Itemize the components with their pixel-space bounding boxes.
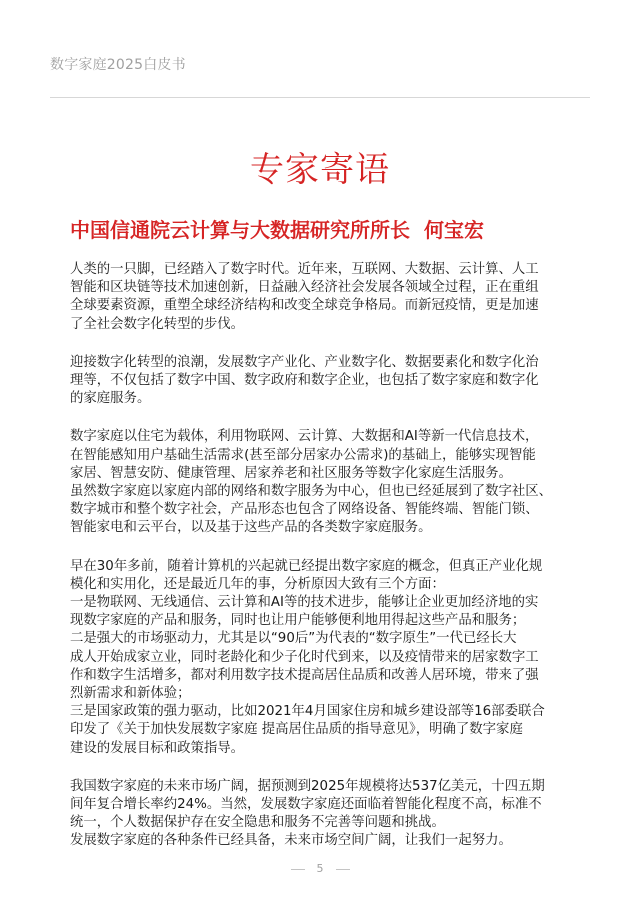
paragraph-line: 统一，个人数据保护存在安全隐患和服务不完善等问题和挑战。 xyxy=(70,815,445,831)
paragraph xyxy=(70,428,576,537)
paragraph-line: 作和数字生活增多，都对利用数字技术提高居住品质和改善人居环境，带来了强 xyxy=(70,667,539,683)
paragraph xyxy=(70,558,576,758)
paragraph-line: 现数字家庭的产品和服务，同时也让用户能够便利地用得起这些产品和服务； xyxy=(70,613,526,629)
paragraph-line: 数字城市和整个数字社会，产品形态也包含了网络设备、智能终端、智能门锁、 xyxy=(70,502,539,518)
paragraph-line: 理等，不仅包括了数字中国、数字政府和数字企业，也包括了数字家庭和数字化 xyxy=(70,373,539,389)
body-text xyxy=(70,261,576,871)
paragraph-line: 数字家庭以住宅为载体，利用物联网、云计算、大数据和AI等新一代信息技术， xyxy=(70,429,539,445)
paragraph-line: 烈新需求和新体验； xyxy=(70,686,191,702)
author-affiliation: 中国信通院云计算与大数据研究所所长 xyxy=(70,218,410,242)
paragraph-line: 家居、智慧安防、健康管理、居家养老和社区服务等数字化家庭生活服务。 xyxy=(70,465,512,481)
author-line xyxy=(70,214,484,243)
paragraph xyxy=(70,778,576,851)
paragraph-line: 的家庭服务。 xyxy=(70,391,151,407)
paragraph-line: 虽然数字家庭以家庭内部的网络和数字服务为中心，但也已经延展到了数字社区、 xyxy=(70,484,553,500)
paragraph-line: 建设的发展目标和政策指导。 xyxy=(70,740,245,756)
page-number: 5 xyxy=(316,862,324,875)
paragraph-line: 早在30年多前，随着计算机的兴起就已经提出数字家庭的概念，但真正产业化规 xyxy=(70,558,543,574)
paragraph xyxy=(70,261,576,334)
paragraph-line: 一是物联网、无线通信、云计算和AI等的技术进步，能够让企业更加经济地的实 xyxy=(70,595,539,611)
paragraph-line: 智能和区块链等技术加速创新，日益融入经济社会发展各领域全过程，正在重组 xyxy=(70,280,539,296)
paragraph-line: 人类的一只脚，已经踏入了数字时代。近年来，互联网、大数据、云计算、人工 xyxy=(70,262,539,277)
paragraph-line: 全球要素资源，重塑全球经济结构和改变全球竞争格局。而新冠疫情，更是加速 xyxy=(70,298,539,314)
paragraph-line: 间年复合增长率约24%。当然，发展数字家庭还面临着智能化程度不高，标准不 xyxy=(70,797,542,813)
footer-dash-left xyxy=(291,869,305,870)
paragraph-line: 模化和实用化，还是最近几年的事，分析原因大致有三个方面： xyxy=(70,576,445,592)
footer-dash-right xyxy=(336,869,350,870)
paragraph-line: 迎接数字化转型的浪潮，发展数字产业化、产业数字化、数据要素化和数字化治 xyxy=(70,354,539,370)
page-footer xyxy=(0,862,640,875)
paragraph-line: 发展数字家庭的各种条件已经具备，未来市场空间广阔，让我们一起努力。 xyxy=(70,833,512,849)
paragraph-line: 印发了《关于加快发展数字家庭 提高居住品质的指导意见》，明确了数字家庭 xyxy=(70,722,523,738)
paragraph-line: 三是国家政策的强力驱动，比如2021年4月国家住房和城乡建设部等16部委联合 xyxy=(70,704,545,720)
author-name: 何宝宏 xyxy=(424,218,484,242)
paragraph-line: 我国数字家庭的未来市场广阔，据预测到2025年规模将达537亿美元，十四五期 xyxy=(70,778,545,794)
paragraph-line: 在智能感知用户基础生活需求(甚至部分居家办公需求)的基础上，能够实现智能 xyxy=(70,447,536,463)
header-divider xyxy=(50,97,590,98)
paragraph-line: 智能家电和云平台，以及基于这些产品的各类数字家庭服务。 xyxy=(70,520,432,536)
running-header: 数字家庭2025白皮书 xyxy=(50,57,186,73)
paragraph xyxy=(70,354,576,409)
section-title: 专家寄语 xyxy=(250,150,390,190)
paragraph-line: 二是强大的市场驱动力，尤其是以“90后”为代表的“数字原生”一代已经长大 xyxy=(70,631,517,647)
paragraph-line: 成人开始成家立业，同时老龄化和少子化时代到来，以及疫情带来的居家数字工 xyxy=(70,649,539,665)
paragraph-line: 了全社会数字化转型的步伐。 xyxy=(70,316,245,332)
